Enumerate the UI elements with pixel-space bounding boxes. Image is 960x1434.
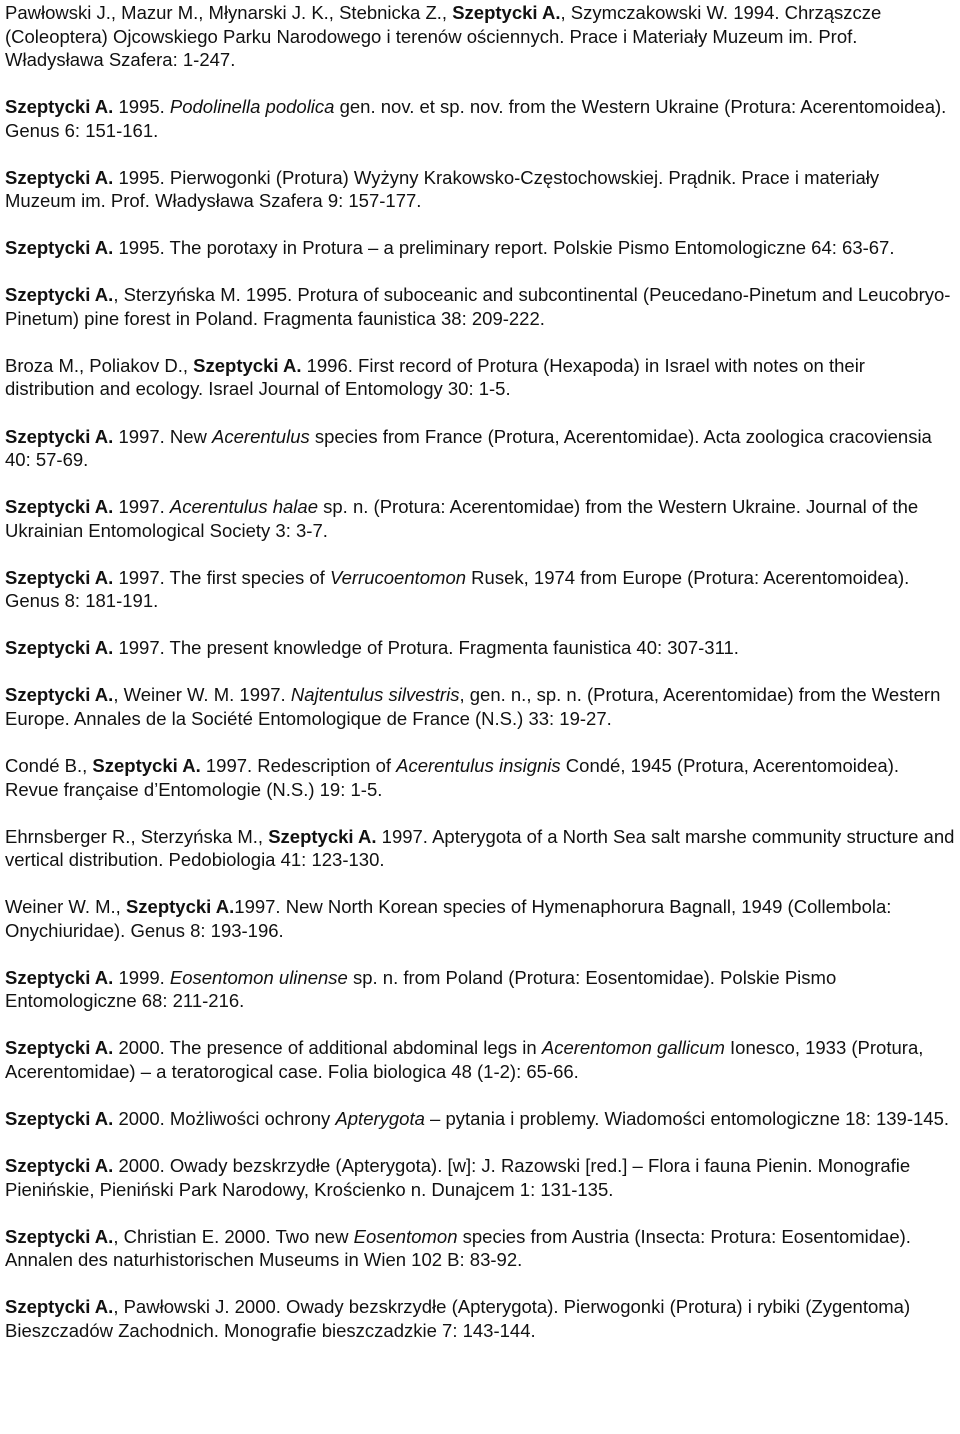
reference-entry [5, 166, 955, 213]
author-highlight: Szeptycki A. [5, 1296, 114, 1318]
reference-entry [5, 1107, 955, 1131]
author-highlight: Szeptycki A. [5, 684, 114, 706]
author-highlight: Szeptycki A. [5, 96, 114, 118]
reference-text: species from Austria (Insecta: Protura: Eosentomidae). Annalen des naturhistorischen Museums in Wien 102 B: 83-92. [5, 1225, 911, 1271]
reference-entry [5, 1225, 955, 1272]
reference-text: Ionesco, 1933 (Protura, Acerentomidae) – a teratorogical case. Folia biologica 48 (1-2): 65-66. [5, 1037, 924, 1082]
taxon-name: Eosentomon [353, 1225, 458, 1247]
reference-entry [5, 566, 955, 613]
reference-text: Ehrnsberger R., Sterzyńska M., [5, 825, 269, 847]
taxon-name: Apterygota [335, 1108, 425, 1129]
reference-entry [5, 966, 955, 1013]
author-highlight: Szeptycki A. [5, 1155, 114, 1177]
reference-text: 1997. The first species of [113, 566, 330, 588]
reference-text: , Christian E. 2000. Two new [113, 1225, 354, 1247]
reference-text: Condé B., [5, 755, 93, 777]
taxon-name: Acerentulus insignis [396, 755, 561, 777]
author-highlight: Szeptycki A. [125, 896, 235, 918]
taxon-name: Eosentomon ulinense [169, 966, 348, 988]
reference-text: 1995. The porotaxy in Protura – a preliminary report. Polskie Pismo Entomologiczne 64: 63-67. [113, 237, 895, 259]
author-highlight: Szeptycki A. [193, 354, 302, 376]
reference-entry [5, 1, 955, 72]
reference-text: 2000. The presence of additional abdominal legs in [113, 1037, 542, 1059]
reference-text: 1997. The present knowledge of Protura. Fragmenta faunistica 40: 307-311. [113, 637, 739, 659]
reference-text: 2000. Możliwości ochrony [113, 1108, 336, 1129]
reference-entry [5, 636, 955, 660]
reference-text: – pytania i problemy. Wiadomości entomologiczne 18: 139-145. [424, 1108, 950, 1129]
reference-entry [5, 354, 955, 401]
author-highlight: Szeptycki A. [5, 237, 114, 259]
reference-entry [5, 95, 955, 142]
author-highlight: Szeptycki A. [452, 2, 561, 23]
reference-entry [5, 1154, 955, 1201]
reference-text: 1997. New North Korean species of Hymenaphorura Bagnall, 1949 (Collembola: Onychiuridae). Genus 8: 193-196. [5, 896, 892, 941]
author-highlight: Szeptycki A. [5, 1037, 114, 1059]
reference-text: 1997. Redescription of [200, 755, 397, 777]
reference-text: 1999. [113, 966, 170, 988]
reference-text: 1996. First record of Protura (Hexapoda) in Israel with notes on their distribution and ecology. Israel Journal of Entomology 30: 1-5. [5, 354, 865, 400]
author-highlight: Szeptycki A. [92, 755, 201, 777]
taxon-name: Acerentulus [212, 425, 310, 447]
reference-entry [5, 283, 955, 330]
reference-text: , Weiner W. M. 1997. [113, 684, 291, 706]
reference-entry [5, 495, 955, 542]
taxon-name: Acerentomon gallicum [541, 1037, 725, 1059]
reference-text: , Sterzyńska M. 1995. Protura of suboceanic and subcontinental (Peucedano-Pinetum and Leucobryo-Pinetum) pine forest in Poland. Fragmenta faunistica 38: 209-222. [5, 284, 951, 329]
author-highlight: Szeptycki A. [5, 425, 114, 447]
taxon-name: Podolinella podolica [169, 96, 335, 118]
author-highlight: Szeptycki A. [5, 1108, 114, 1129]
reference-text: 1997. [113, 496, 170, 518]
reference-text: 1995. Pierwogonki (Protura) Wyżyny Krakowsko-Częstochowskiej. Prądnik. Prace i materiały Muzeum im. Prof. Władysława Szafera 9: 157-177. [5, 166, 880, 212]
author-highlight: Szeptycki A. [5, 284, 114, 306]
author-highlight: Szeptycki A. [5, 637, 114, 659]
author-highlight: Szeptycki A. [268, 825, 377, 847]
reference-text: , gen. n., sp. n. (Protura, Acerentomidae) from the Western Europe. Annales de la Société Entomologique de France (N.S.) 33: 19-27. [5, 684, 941, 729]
reference-entry [5, 895, 955, 942]
reference-list [5, 0, 955, 1366]
reference-entry [5, 1036, 955, 1083]
reference-text: Pawłowski J., Mazur M., Młynarski J. K., Stebnicka Z., [5, 2, 453, 23]
reference-text: gen. nov. et sp. nov. from the Western Ukraine (Protura: Acerentomoidea). Genus 6: 151-161. [5, 96, 947, 141]
reference-entry [5, 236, 955, 260]
reference-text: sp. n. (Protura: Acerentomidae) from the Western Ukraine. Journal of the Ukrainian Entomological Society 3: 3-7. [5, 496, 919, 541]
reference-text: 2000. Owady bezskrzydłe (Apterygota). [w]: J. Razowski [red.] – Flora i fauna Pienin. Monografie Pienińskie, Pieniński Park Narodowy, Krościenko n. Dunajcem 1: 131-135. [5, 1155, 911, 1200]
reference-text: 1997. New [113, 425, 213, 447]
reference-text: 1995. [113, 96, 170, 118]
reference-text: , Pawłowski J. 2000. Owady bezskrzydłe (Apterygota). Pierwogonki (Protura) i rybiki (Zygentoma) Bieszczadów Zachodnich. Monografie bieszczadzkie 7: 143-144. [5, 1296, 911, 1341]
author-highlight: Szeptycki A. [5, 166, 114, 188]
author-highlight: Szeptycki A. [5, 566, 114, 588]
reference-text: Condé, 1945 (Protura, Acerentomoidea). Revue française d’Entomologie (N.S.) 19: 1-5. [5, 755, 900, 800]
reference-text: 1997. Apterygota of a North Sea salt marshe community structure and vertical distribution. Pedobiologia 41: 123-130. [5, 825, 955, 871]
reference-text: sp. n. from Poland (Protura: Eosentomidae). Polskie Pismo Entomologiczne 68: 211-216. [5, 966, 837, 1012]
reference-entry [5, 683, 955, 730]
author-highlight: Szeptycki A. [5, 496, 114, 518]
reference-entry [5, 425, 955, 472]
reference-text: Broza M., Poliakov D., [5, 354, 194, 376]
reference-entry [5, 754, 955, 801]
author-highlight: Szeptycki A. [5, 1225, 114, 1247]
taxon-name: Acerentulus halae [169, 496, 318, 518]
reference-entry [5, 1295, 955, 1342]
reference-text: Rusek, 1974 from Europe (Protura: Acerentomoidea). Genus 8: 181-191. [5, 566, 910, 612]
author-highlight: Szeptycki A. [5, 966, 114, 988]
reference-entry [5, 825, 955, 872]
reference-text: , Szymczakowski W. 1994. Chrząszcze (Coleoptera) Ojcowskiego Parku Narodowego i terenów ościennych. Prace i Materiały Muzeum im. Prof. Władysława Szafera: 1-247. [5, 2, 882, 70]
taxon-name: Verrucoentomon [329, 566, 467, 588]
reference-text: species from France (Protura, Acerentomidae). Acta zoologica cracoviensia 40: 57-69. [5, 425, 932, 471]
taxon-name: Najtentulus silvestris [290, 684, 460, 706]
reference-text: Weiner W. M., [5, 896, 126, 918]
